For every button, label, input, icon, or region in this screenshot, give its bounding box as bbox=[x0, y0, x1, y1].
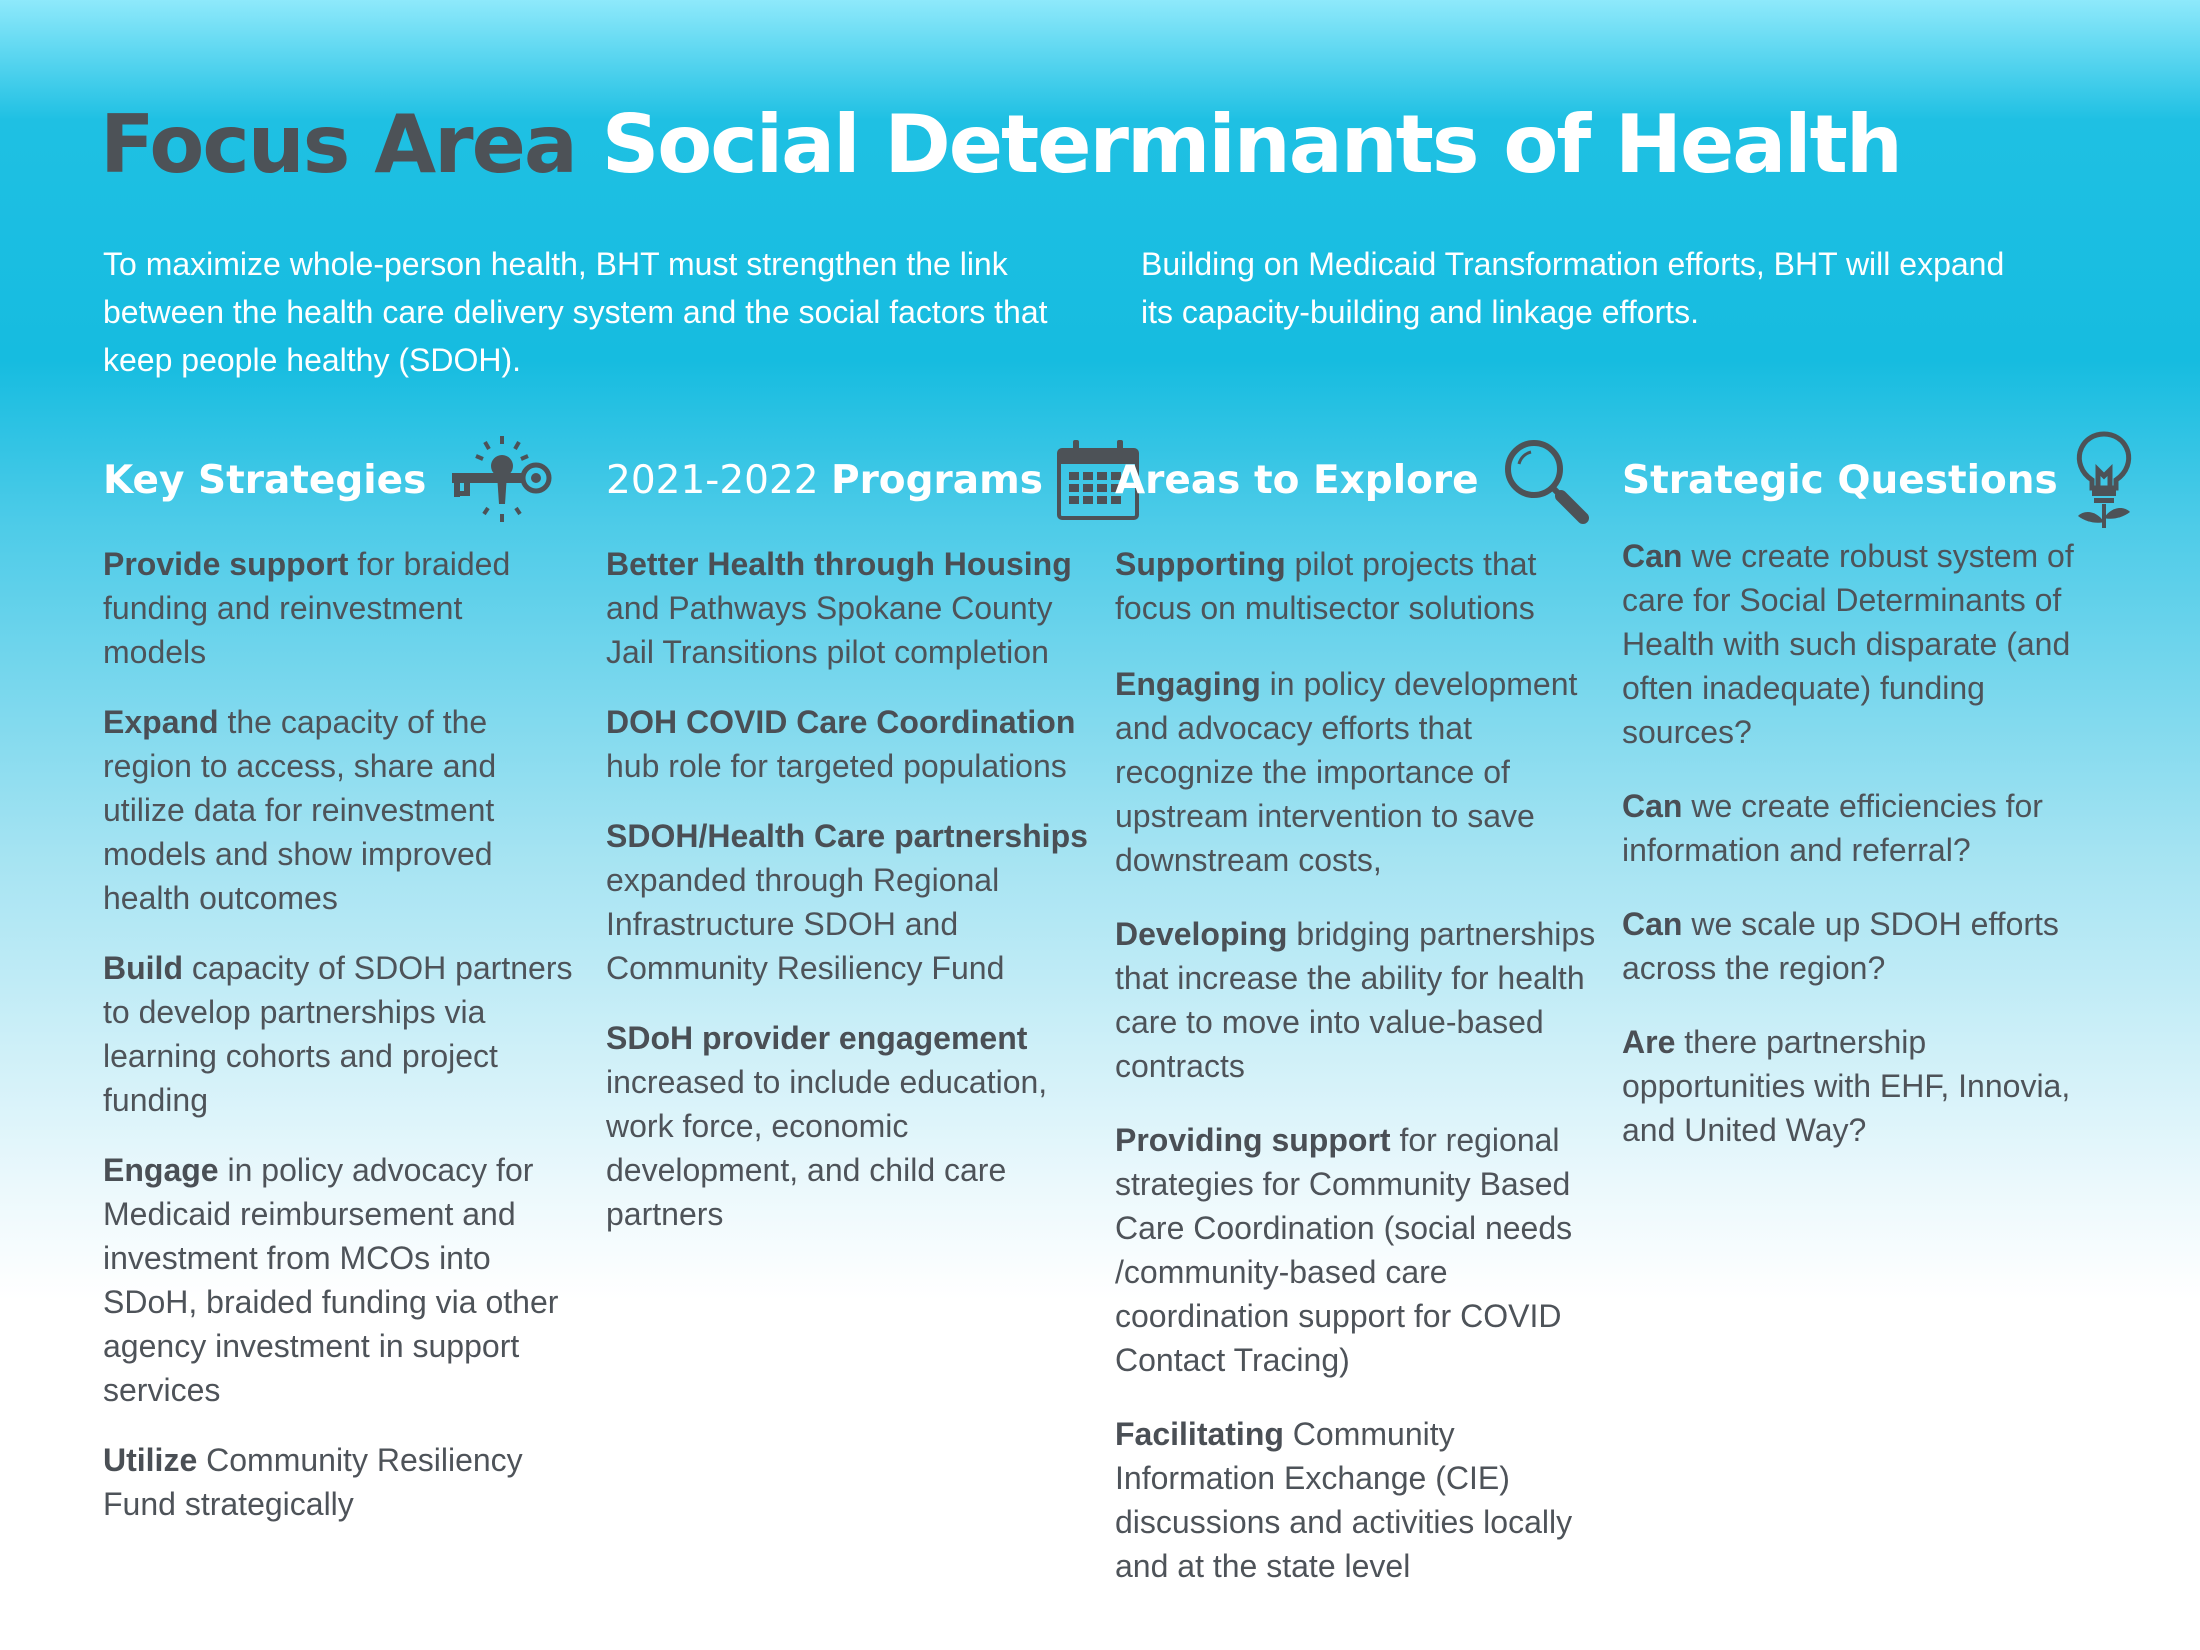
key-strategies-title: Key Strategies bbox=[103, 457, 427, 503]
strategic-questions-column bbox=[1622, 430, 2112, 1178]
page-title bbox=[100, 90, 1901, 200]
item-text: for regional strategies for Community Based Care Coordination (social needs /community-based care coordination support for COVID Contact Tracing) bbox=[1115, 1122, 1573, 1378]
list-item bbox=[1622, 784, 2112, 872]
item-text: the capacity of the region to access, share and utilize data for reinvestment models and show improved health outcomes bbox=[103, 704, 497, 916]
item-lead: Provide support bbox=[103, 546, 349, 582]
areas-to-explore-heading bbox=[1115, 430, 1605, 530]
programs-years: 2021-2022 bbox=[606, 457, 831, 503]
list-item bbox=[103, 946, 573, 1122]
item-lead: Can bbox=[1622, 538, 1683, 574]
programs-title bbox=[606, 458, 1043, 503]
programs-column bbox=[606, 430, 1106, 1262]
key-icon bbox=[448, 430, 556, 530]
item-lead: DOH COVID Care Coordination bbox=[606, 704, 1076, 740]
item-lead: Are bbox=[1622, 1024, 1676, 1060]
item-lead: Can bbox=[1622, 788, 1683, 824]
lightbulb-icon bbox=[2072, 430, 2136, 530]
item-lead: Developing bbox=[1115, 916, 1288, 952]
item-text: we create robust system of care for Social Determinants of Health with such disparate (and often inadequate) funding sources? bbox=[1622, 538, 2074, 750]
programs-list bbox=[606, 542, 1106, 1236]
list-item bbox=[1115, 1118, 1605, 1382]
list-item bbox=[1115, 662, 1605, 882]
item-text: there partnership opportunities with EHF, Innovia, and United Way? bbox=[1622, 1024, 2071, 1148]
item-text: Community Resiliency Fund strategically bbox=[103, 1442, 523, 1522]
list-item bbox=[606, 700, 1106, 788]
programs-label: Programs bbox=[830, 457, 1043, 503]
item-lead: Expand bbox=[103, 704, 219, 740]
item-text: capacity of SDOH partners to develop partnerships via learning cohorts and project funding bbox=[103, 950, 573, 1118]
list-item bbox=[103, 1148, 573, 1412]
programs-heading bbox=[606, 430, 1106, 530]
intro-left: To maximize whole-person health, BHT must strengthen the link between the health care delivery system and the social factors that keep people healthy (SDOH). bbox=[103, 246, 1048, 378]
item-lead: Engaging bbox=[1115, 666, 1261, 702]
item-text: pilot projects that focus on multisector solutions bbox=[1115, 546, 1537, 626]
key-strategies-list bbox=[103, 542, 573, 1526]
strategic-questions-heading bbox=[1622, 430, 2112, 530]
intro-right: Building on Medicaid Transformation efforts, BHT will expand its capacity-building and linkage efforts. bbox=[1141, 246, 2005, 330]
item-lead: Providing support bbox=[1115, 1122, 1391, 1158]
list-item bbox=[606, 542, 1106, 674]
item-text: in policy development and advocacy efforts that recognize the importance of upstream intervention to save downstream costs, bbox=[1115, 666, 1578, 878]
item-text: and Pathways Spokane County Jail Transitions pilot completion bbox=[606, 590, 1053, 670]
title-focus-area: Focus Area bbox=[100, 98, 576, 191]
list-item bbox=[103, 542, 573, 674]
item-text: we scale up SDOH efforts across the region? bbox=[1622, 906, 2059, 986]
list-item bbox=[1115, 1412, 1605, 1588]
list-item bbox=[1622, 534, 2112, 754]
item-lead: Supporting bbox=[1115, 546, 1286, 582]
item-text: for braided funding and reinvestment models bbox=[103, 546, 511, 670]
item-lead: SDOH/Health Care partnerships bbox=[606, 818, 1088, 854]
item-text: hub role for targeted populations bbox=[606, 748, 1067, 784]
item-text: increased to include education, work force, economic development, and child care partners bbox=[606, 1064, 1048, 1232]
list-item bbox=[1115, 542, 1605, 630]
areas-to-explore-list bbox=[1115, 542, 1605, 1588]
key-strategies-column bbox=[103, 430, 573, 1552]
list-item bbox=[103, 1438, 573, 1526]
item-lead: Utilize bbox=[103, 1442, 198, 1478]
list-item bbox=[103, 700, 573, 920]
list-item bbox=[1115, 912, 1605, 1088]
magnifier-icon bbox=[1501, 436, 1589, 524]
strategic-questions-title: Strategic Questions bbox=[1622, 457, 2058, 503]
item-text: in policy advocacy for Medicaid reimbursement and investment from MCOs into SDoH, braided funding via other agency investment in support services bbox=[103, 1152, 559, 1408]
key-strategies-heading bbox=[103, 430, 573, 530]
item-lead: Better Health through Housing bbox=[606, 546, 1072, 582]
strategic-questions-list bbox=[1622, 534, 2112, 1152]
list-item bbox=[606, 1016, 1106, 1236]
item-lead: Engage bbox=[103, 1152, 219, 1188]
list-item bbox=[606, 814, 1106, 990]
item-lead: Build bbox=[103, 950, 183, 986]
areas-to-explore-column bbox=[1115, 430, 1605, 1614]
item-lead: Can bbox=[1622, 906, 1683, 942]
areas-to-explore-title: Areas to Explore bbox=[1115, 457, 1479, 503]
title-topic: Social Determinants of Health bbox=[601, 98, 1901, 191]
item-lead: Facilitating bbox=[1115, 1416, 1284, 1452]
item-lead: SDoH provider engagement bbox=[606, 1020, 1028, 1056]
item-text: Community Information Exchange (CIE) discussions and activities locally and at the state level bbox=[1115, 1416, 1573, 1584]
list-item bbox=[1622, 902, 2112, 990]
list-item bbox=[1622, 1020, 2112, 1152]
item-text: expanded through Regional Infrastructure SDOH and Community Resiliency Fund bbox=[606, 862, 1005, 986]
item-text: we create efficiencies for information and referral? bbox=[1622, 788, 2043, 868]
item-text: bridging partnerships that increase the ability for health care to move into value-based contracts bbox=[1115, 916, 1596, 1084]
